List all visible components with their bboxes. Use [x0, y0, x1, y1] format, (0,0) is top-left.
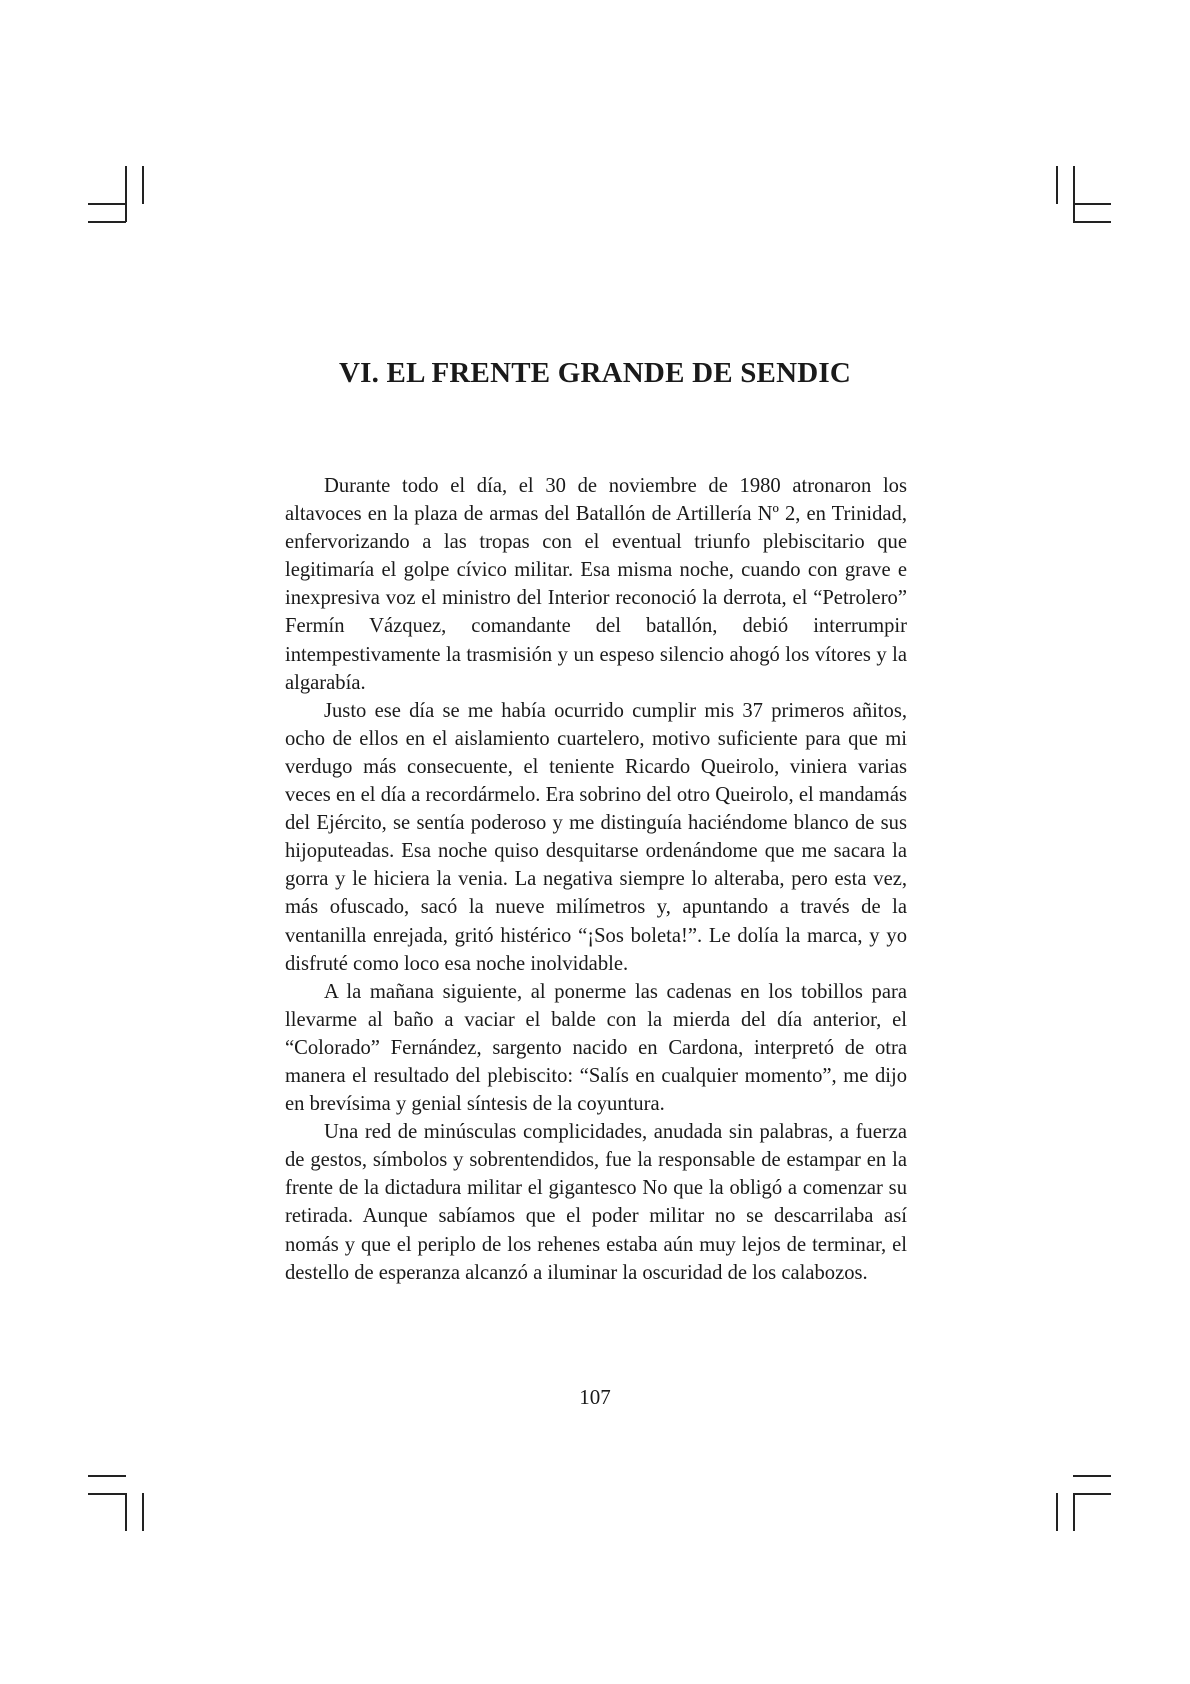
crop-mark	[1073, 203, 1111, 205]
crop-mark	[88, 1493, 126, 1495]
crop-mark	[1056, 166, 1058, 204]
crop-mark	[88, 203, 126, 205]
crop-mark	[1073, 1475, 1111, 1477]
crop-mark	[142, 1493, 144, 1531]
paragraph: Durante todo el día, el 30 de noviembre de 1980 atronaron los altavoces en la plaza de armas del Batallón de Artillería Nº 2, en Trinidad, enfervorizando a las tropas con el eventual triunfo plebiscitario que legitimaría el golpe cívico militar. Esa misma noche, cuando con grave e inexpresiva voz el ministro del Interior reconoció la derrota, el “Petrolero” Fermín Vázquez, comandante del batallón, debió interrumpir intempestivamente la trasmisión y un espeso silencio ahogó los vítores y la algarabía.	[285, 475, 907, 694]
crop-mark	[1073, 221, 1111, 223]
crop-mark	[125, 166, 127, 222]
crop-mark	[1073, 1493, 1111, 1495]
crop-mark	[142, 166, 144, 204]
crop-mark	[88, 1475, 126, 1477]
paragraph: A la mañana siguiente, al ponerme las cadenas en los tobillos para llevarme al baño a vaciar el balde con la mierda del día anterior, el “Colorado” Fernández, sargento nacido en Cardona, interpretó de otra manera el resultado del plebiscito: “Salís en cualquier momento”, me dijo en brevísima y genial síntesis de la coyuntura.	[285, 980, 907, 1116]
chapter-body	[285, 472, 907, 1287]
crop-mark	[1073, 166, 1075, 222]
crop-mark	[125, 1493, 127, 1531]
crop-mark	[1056, 1493, 1058, 1531]
crop-mark	[1073, 1493, 1075, 1531]
chapter-title: VI. EL FRENTE GRANDE DE SENDIC	[339, 357, 851, 389]
paragraph: Una red de minúsculas complicidades, anudada sin palabras, a fuerza de gestos, símbolos y sobrentendidos, fue la responsable de estampar en la frente de la dictadura militar el gigantesco No que la obligó a comenzar su retirada. Aunque sabíamos que el poder militar no se descarrilaba así nomás y que el periplo de los rehenes estaba aún muy lejos de terminar, el destello de esperanza alcanzó a iluminar la oscuridad de los calabozos.	[285, 1121, 907, 1284]
page-number: 107	[579, 1385, 611, 1409]
paragraph: Justo ese día se me había ocurrido cumplir mis 37 primeros añitos, ocho de ellos en el aislamiento cuartelero, motivo suficiente para que mi verdugo más consecuente, el teniente Ricardo Queirolo, viniera varias veces en el día a recordármelo. Era sobrino del otro Queirolo, el mandamás del Ejército, se sentía poderoso y me distinguía haciéndome blanco de sus hijoputeadas. Esa noche quiso desquitarse ordenándome que me sacara la gorra y le hiciera la venia. La negativa siempre lo alteraba, pero esta vez, más ofuscado, sacó la nueve milímetros y, apuntando a través de la ventanilla enrejada, gritó histérico “¡Sos boleta!”. Le dolía la marca, y yo disfruté como loco esa noche inolvidable.	[285, 699, 907, 975]
crop-mark	[88, 221, 126, 223]
